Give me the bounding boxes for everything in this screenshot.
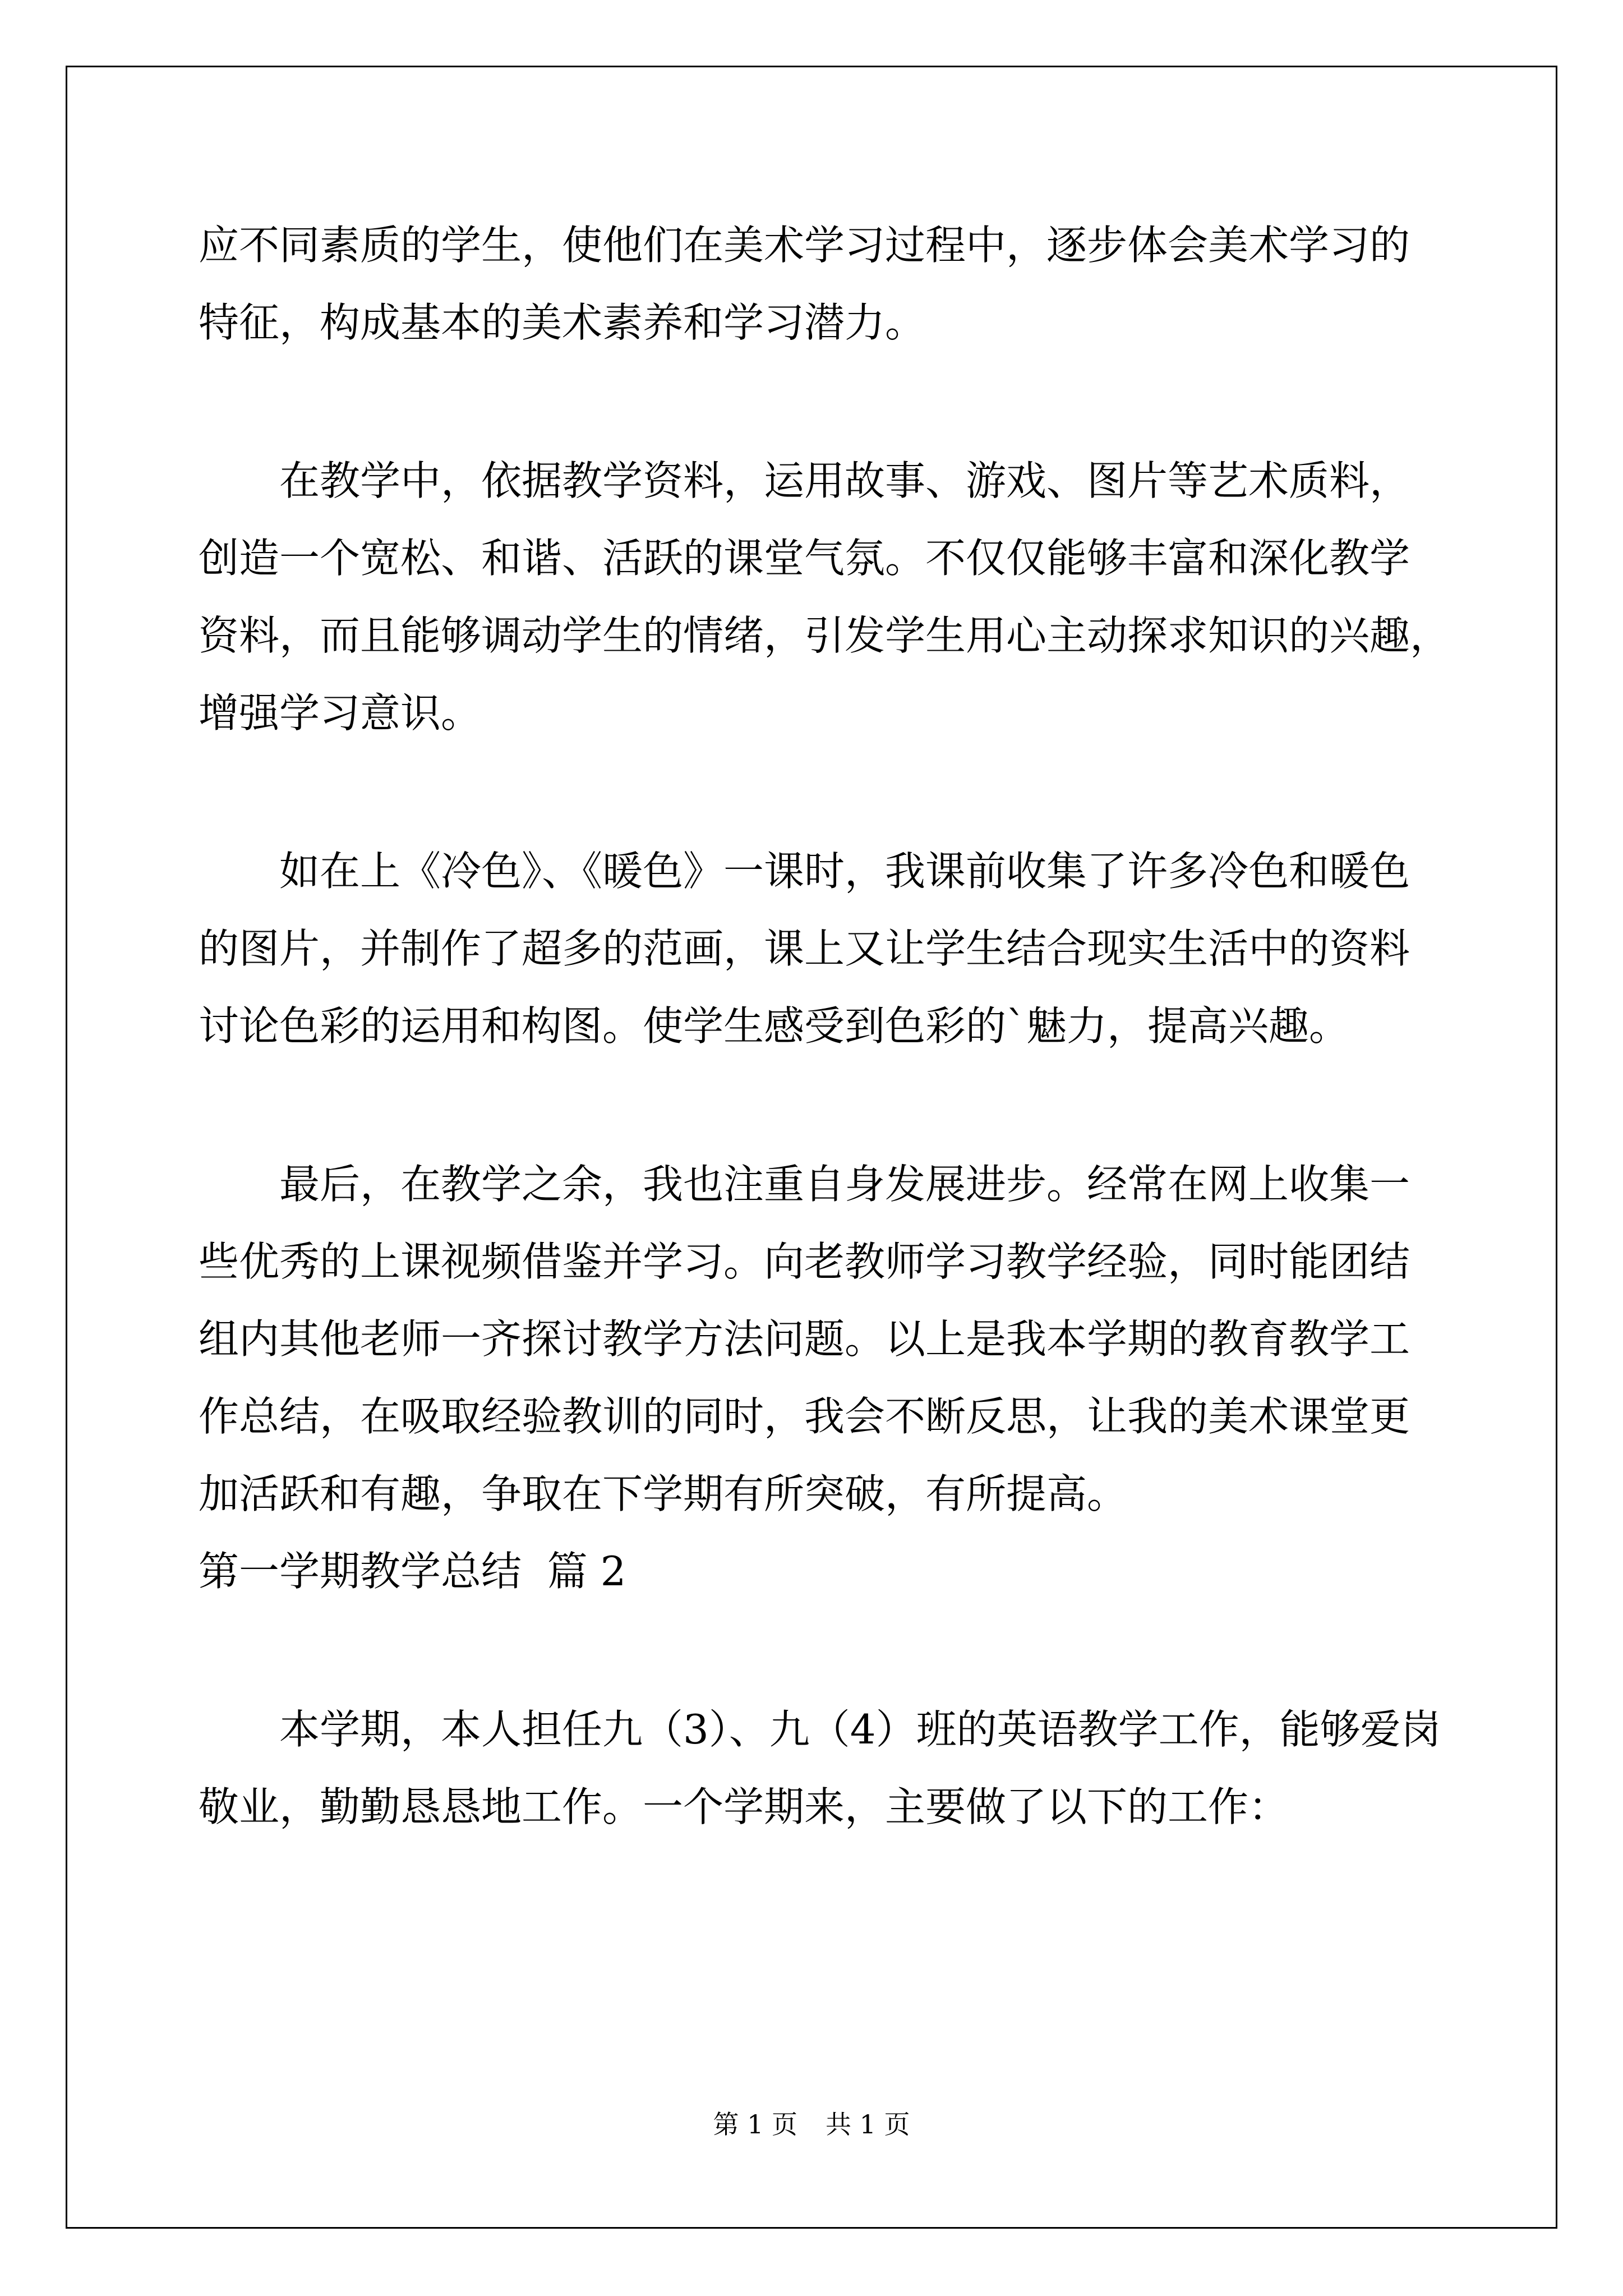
text-line: 应不同素质的学生，使他们在美术学习过程中，逐步体会美术学习的: [199, 222, 1410, 269]
text-line: 些优秀的上课视频借鉴并学习。向老教师学习教学经验，同时能团结: [199, 1238, 1410, 1285]
text-line: 敬业，勤勤恳恳地工作。一个学期来，主要做了以下的工作：: [199, 1783, 1289, 1830]
paragraph: [199, 442, 1488, 752]
text-line: 作总结，在吸取经验教训的同时，我会不断反思，让我的美术课堂更: [199, 1393, 1410, 1440]
paragraph: [199, 832, 1488, 1065]
section-heading: 第一学期教学总结 篇 2: [199, 1548, 626, 1595]
page-number: 第 1 页: [713, 2109, 797, 2139]
text-line: 最后，在教学之余，我也注重自身发展进步。经常在网上收集一: [279, 1161, 1410, 1208]
text-line: 在教学中，依据教学资料，运用故事、游戏、图片等艺术质料，: [279, 457, 1410, 504]
page-total: 共 1 页: [826, 2109, 910, 2139]
document-body: [199, 206, 1488, 1846]
text-line: 讨论色彩的运用和构图。使学生感受到色彩的`魅力，提高兴趣。: [199, 1002, 1350, 1050]
paragraph: [199, 1145, 1488, 1533]
page-footer: [0, 2108, 1623, 2141]
text-line: 如在上《冷色》、《暖色》一课时，我课前收集了许多冷色和暖色: [279, 848, 1410, 895]
text-line: 增强学习意识。: [199, 689, 482, 737]
paragraph: [199, 206, 1488, 361]
text-line: 本学期，本人担任九（3）、九（4）班的英语教学工作，能够爱岗: [279, 1706, 1441, 1753]
text-line: 的图片，并制作了超多的范画，课上又让学生结合现实生活中的资料: [199, 925, 1410, 972]
text-line: 组内其他老师一齐探讨教学方法问题。以上是我本学期的教育教学工: [199, 1315, 1410, 1363]
text-line: 特征，构成基本的美术素养和学习潜力。: [199, 299, 926, 346]
text-line: 资料，而且能够调动学生的情绪，引发学生用心主动探求知识的兴趣，: [199, 612, 1451, 659]
text-line: 加活跃和有趣，争取在下学期有所突破，有所提高。: [199, 1470, 1128, 1517]
paragraph: [199, 1691, 1488, 1846]
text-line: 创造一个宽松、和谐、活跃的课堂气氛。不仅仅能够丰富和深化教学: [199, 535, 1410, 582]
